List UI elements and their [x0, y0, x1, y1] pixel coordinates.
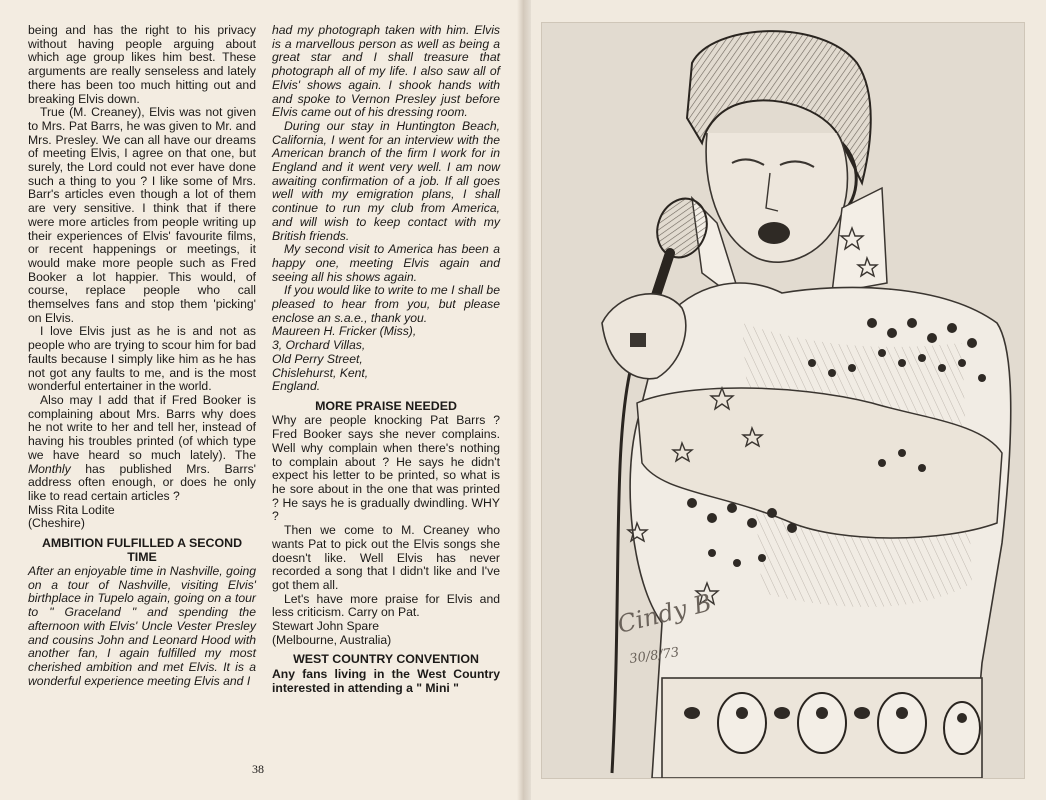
- sketch-svg: [542, 23, 1024, 778]
- paragraph: After an enjoyable time in Nashville, going on a tour of Nashville, visiting Elvis' birthplace in Tupelo again, going on a tour to " Graceland " and spending the afternoon with Elvis' Uncle Vester Presley and cousins John and Leonard Hood with another fan, I again fulfilled my most cherished ambition and met Elvis. It is a wonderful experience meeting Elvis and I: [28, 564, 256, 688]
- microphone-cable: [612, 363, 632, 773]
- signature-place: (Melbourne, Australia): [272, 632, 392, 647]
- section-heading: AMBITION FULFILLED A SECOND TIME: [41, 536, 243, 564]
- address-line: Maureen H. Fricker (Miss),: [272, 324, 417, 339]
- text-run: Also may I add that if Fred Booker is complaining about Mrs. Barrs why does he not write to her and tell her, instead of having his troubles printed (of which type we have heard so much lately). The: [28, 392, 256, 462]
- section-heading: WEST COUNTRY CONVENTION: [293, 652, 479, 667]
- paragraph: Then we come to M. Creaney who wants Pat to pick out the Elvis songs she doesn't like. Well Elvis has never recorded a song that I didn't like and I've got them all.: [272, 523, 500, 592]
- address-line: 3, Orchard Villas,: [272, 338, 366, 353]
- paragraph: had my photograph taken with him. Elvis is a marvellous person as well as being a great star and I shall treasure that photograph all of my life. I also saw all of Elvis' shows again. I shook hands with and spoke to Vernon Presley just before Elvis came out of his dressing room.: [272, 23, 500, 120]
- artist-date: 30/8/73: [628, 645, 681, 667]
- signature-name: Miss Rita Lodite: [28, 502, 115, 517]
- paragraph: being and has the right to his privacy without having people arguing about which age group likes him best. These arguments are really senseless and lately there has been too much hitting out and breaking Elvis down.: [28, 23, 256, 106]
- paragraph: My second visit to America has been a happy one, meeting Elvis again and seeing all his shows again.: [272, 242, 500, 284]
- magazine-title: Monthly: [28, 461, 71, 476]
- paragraph: [28, 394, 256, 504]
- page-gutter: [517, 0, 531, 800]
- paragraph: Any fans living in the West Country interested in attending a " Mini ": [272, 666, 500, 695]
- page-number: 38: [252, 762, 264, 776]
- signature-name: Stewart John Spare: [272, 619, 380, 634]
- address-line: Chislehurst, Kent,: [272, 365, 369, 380]
- text-column-1: [28, 24, 256, 688]
- address-line: Old Perry Street,: [272, 351, 363, 366]
- address-line: England.: [272, 379, 321, 394]
- text-run: has published Mrs. Barrs' address often enough, or does he only like to read certain articles ?: [28, 461, 256, 503]
- right-page: [523, 0, 1046, 800]
- text-column-2: [272, 24, 500, 695]
- mouth: [758, 222, 790, 244]
- pencil-sketch-illustration: [541, 22, 1025, 779]
- artist-signature: Cindy B: [614, 588, 715, 639]
- signature-place: (Cheshire): [28, 516, 85, 531]
- paragraph: I love Elvis just as he is and not as people who are trying to scour him for bad faults because I simply like him as he has not got any faults to me, and is the most wonderful entertainer in the world.: [28, 324, 256, 394]
- paragraph: If you would like to write to me I shall be pleased to hear from you, but please enclose an s.a.e., thank you.: [272, 283, 500, 325]
- paragraph: During our stay in Huntington Beach, California, I went for an interview with the American branch of the firm I work for in England and it went very well. I am now awaiting confirmation of a job. If all goes well with my emigration plans, I shall continue to run my club from America, and will wish to keep contact with my British friends.: [272, 118, 500, 243]
- paragraph: Why are people knocking Pat Barrs ? Fred Booker says she never complains. Well why complain when there's nothing to complain about ? He says he didn't expect his letter to be printed, so what is he sore about in the one that was printed ? He says he is gradually dwindling. WHY ?: [272, 413, 500, 524]
- paragraph: Let's have more praise for Elvis and less criticism. Carry on Pat.: [272, 591, 500, 620]
- paragraph: True (M. Creaney), Elvis was not given to Mrs. Pat Barrs, he was given to Mr. and Mrs. Presley. We can all have our dreams of meeting Elvis, I agree on that one, but surely, the Lord could not ever have done such a thing to you ? I like some of Mrs. Barr's articles even though a lot of them are very sensitive. I think that if there were more articles from people writing up their experiences of Elvis' favourite films, or recent happenings or meetings, it would make more people such as Fred Booker a lot happier. This would, of course, replace people who call themselves fans and stop them 'picking' on Elvis.: [28, 105, 256, 325]
- section-heading: MORE PRAISE NEEDED: [315, 398, 457, 413]
